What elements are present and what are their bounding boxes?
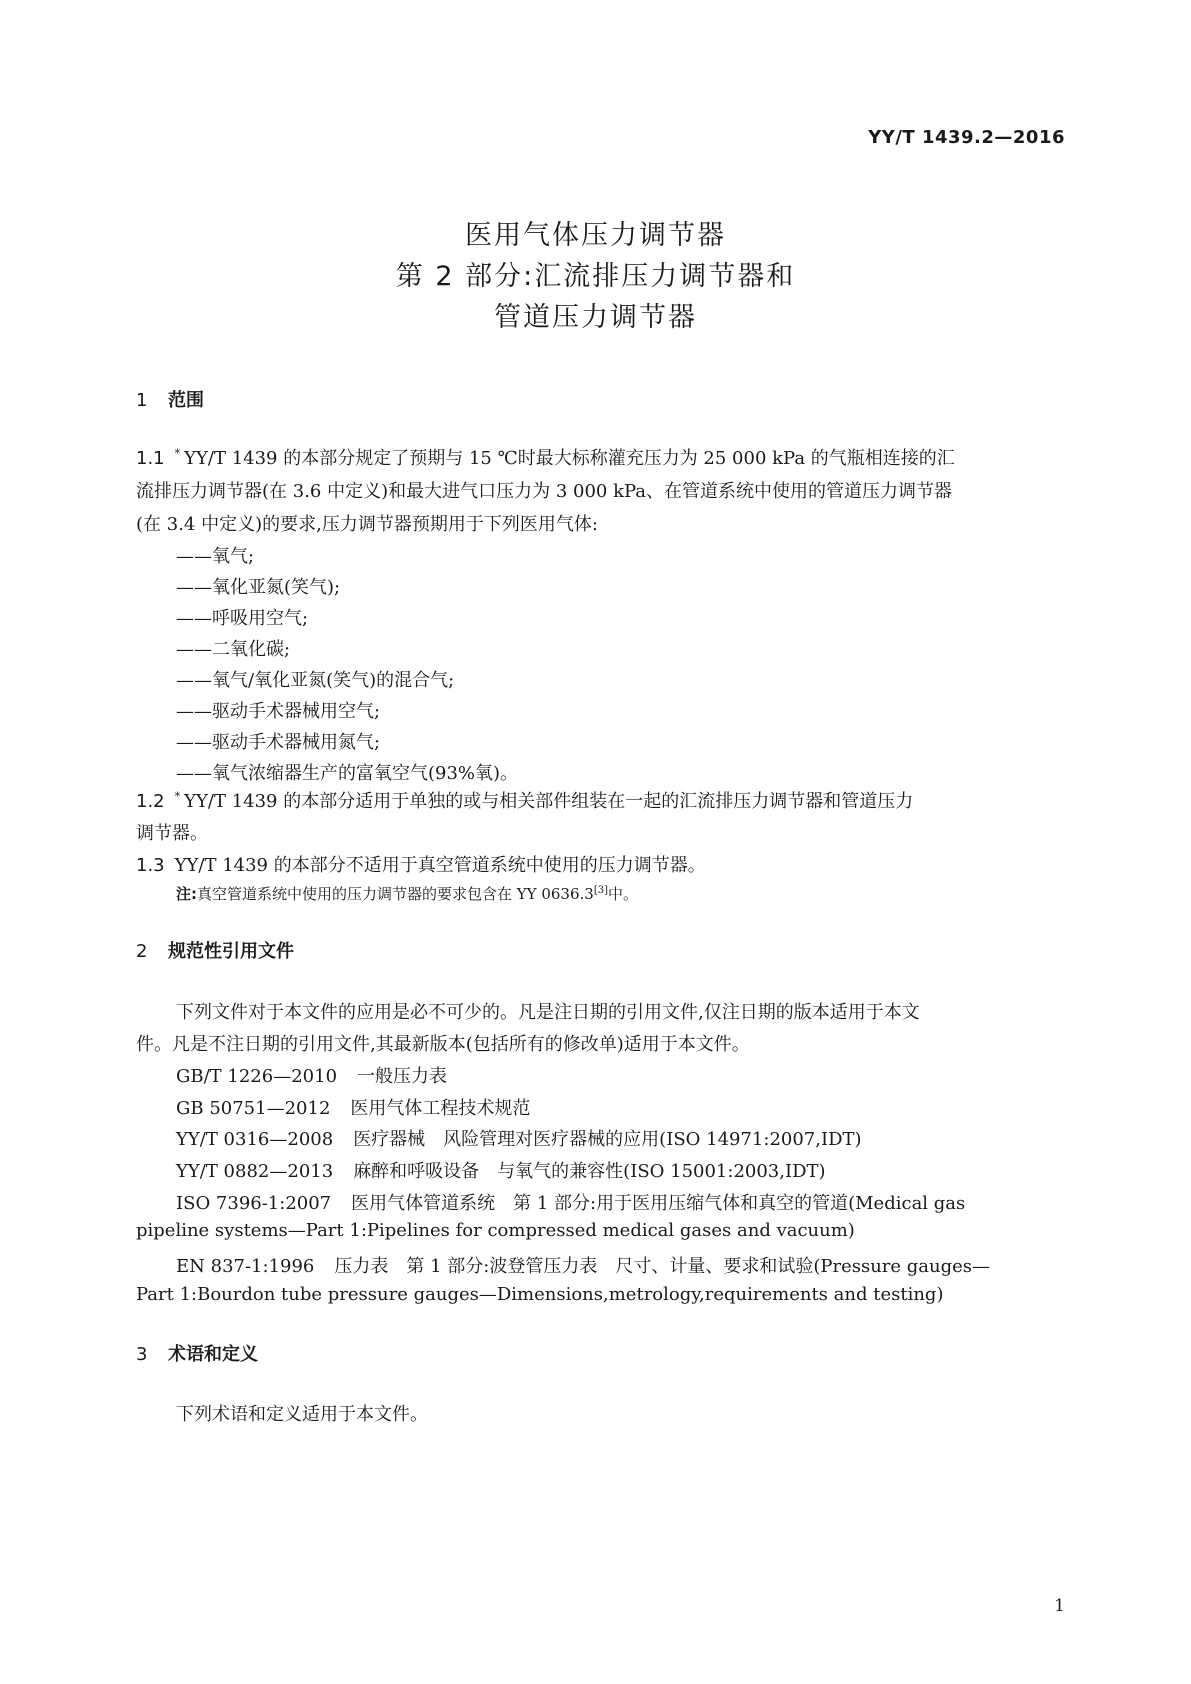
title-line-3: 管道压力调节器 xyxy=(494,302,697,333)
gas-list-item: ——氧化亚氮(笑气); xyxy=(176,577,341,598)
gas-list-item: ——驱动手术器械用氮气; xyxy=(176,732,381,753)
section-3-heading xyxy=(136,1340,258,1366)
reference-entry xyxy=(176,1094,530,1120)
section-2-intro-line-1: 下列文件对于本文件的应用是必不可少的。凡是注日期的引用文件,仅注日期的版本适用于本文 xyxy=(176,1002,920,1023)
section-number: 3 xyxy=(136,1344,148,1365)
page-number: 1 xyxy=(1054,1596,1065,1616)
clause-number: 1.2 xyxy=(136,791,165,812)
note xyxy=(176,883,638,904)
title-line-1: 医用气体压力调节器 xyxy=(465,220,726,251)
note-reference: [3] xyxy=(593,885,609,896)
clause-number: 1.1 xyxy=(136,448,165,469)
section-3-intro: 下列术语和定义适用于本文件。 xyxy=(176,1404,428,1425)
clause-text: YY/T 1439 的本部分规定了预期与 15 ℃时最大标称灌充压力为 25 000 kPa 的气瓶相连接的汇 xyxy=(184,448,955,469)
reference-continuation: pipeline systems—Part 1:Pipelines for compressed medical gases and vacuum) xyxy=(136,1220,855,1241)
section-title: 术语和定义 xyxy=(168,1344,258,1365)
clause-1-2-line-1 xyxy=(136,787,913,813)
document-code: YY/T 1439.2—2016 xyxy=(868,127,1065,148)
reference-entry xyxy=(176,1062,447,1088)
reference-title: 压力表 第 1 部分:波登管压力表 尺寸、计量、要求和试验(Pressure gauges— xyxy=(334,1256,991,1277)
section-1-heading xyxy=(136,386,204,412)
reference-entry xyxy=(176,1157,826,1183)
section-title: 规范性引用文件 xyxy=(168,941,294,962)
title-line-2: 第 2 部分:汇流排压力调节器和 xyxy=(395,261,796,292)
reference-code: YY/T 0882—2013 xyxy=(176,1161,334,1182)
reference-title: 医疗器械 风险管理对医疗器械的应用(ISO 14971:2007,IDT) xyxy=(353,1129,862,1150)
note-tail: 中。 xyxy=(608,885,639,903)
gas-list-item: ——二氧化碳; xyxy=(176,639,291,660)
section-number: 2 xyxy=(136,941,148,962)
gas-list-item: ——氧气; xyxy=(176,546,255,567)
section-number: 1 xyxy=(136,390,148,411)
gas-list-item: ——氧气/氧化亚氮(笑气)的混合气; xyxy=(176,670,455,691)
section-2-intro-line-2: 件。凡是不注日期的引用文件,其最新版本(包括所有的修改单)适用于本文件。 xyxy=(136,1034,750,1055)
clause-1-1-line-1 xyxy=(136,444,955,470)
reference-entry xyxy=(176,1125,862,1151)
clause-1-3 xyxy=(136,851,706,877)
reference-code: EN 837-1:1996 xyxy=(176,1256,315,1277)
section-title: 范围 xyxy=(168,390,204,411)
reference-entry xyxy=(176,1189,965,1215)
gas-list-item: ——氧气浓缩器生产的富氧空气(93%氧)。 xyxy=(176,763,519,784)
clause-1-1-line-2: 流排压力调节器(在 3.6 中定义)和最大进气口压力为 3 000 kPa、在管道系统中使用的管道压力调节器 xyxy=(136,481,953,502)
section-2-heading xyxy=(136,937,294,963)
note-label: 注: xyxy=(176,885,197,903)
reference-title: 医用气体工程技术规范 xyxy=(350,1098,531,1119)
gas-list-item: ——驱动手术器械用空气; xyxy=(176,701,381,722)
reference-code: GB 50751—2012 xyxy=(176,1098,331,1119)
reference-title: 医用气体管道系统 第 1 部分:用于医用压缩气体和真空的管道(Medical gas xyxy=(351,1193,966,1214)
clause-number: 1.3 xyxy=(136,855,165,876)
reference-code: ISO 7396-1:2007 xyxy=(176,1193,332,1214)
reference-code: GB/T 1226—2010 xyxy=(176,1066,338,1087)
reference-entry xyxy=(176,1252,990,1278)
clause-text: YY/T 1439 的本部分不适用于真空管道系统中使用的压力调节器。 xyxy=(174,855,706,876)
reference-title: 一般压力表 xyxy=(357,1066,448,1087)
reference-continuation: Part 1:Bourdon tube pressure gauges—Dimensions,metrology,requirements and testing) xyxy=(136,1284,944,1305)
asterisk-mark: * xyxy=(174,447,181,460)
reference-title: 麻醉和呼吸设备 与氧气的兼容性(ISO 15001:2003,IDT) xyxy=(353,1161,826,1182)
asterisk-mark: * xyxy=(174,790,181,803)
clause-text: YY/T 1439 的本部分适用于单独的或与相关部件组装在一起的汇流排压力调节器和管道压力 xyxy=(184,791,914,812)
note-text: 真空管道系统中使用的压力调节器的要求包含在 YY 0636.3 xyxy=(197,885,594,903)
gas-list-item: ——呼吸用空气; xyxy=(176,608,309,629)
reference-code: YY/T 0316—2008 xyxy=(176,1129,334,1150)
clause-1-1-line-3: (在 3.4 中定义)的要求,压力调节器预期用于下列医用气体: xyxy=(136,514,598,535)
clause-1-2-line-2: 调节器。 xyxy=(136,823,208,844)
